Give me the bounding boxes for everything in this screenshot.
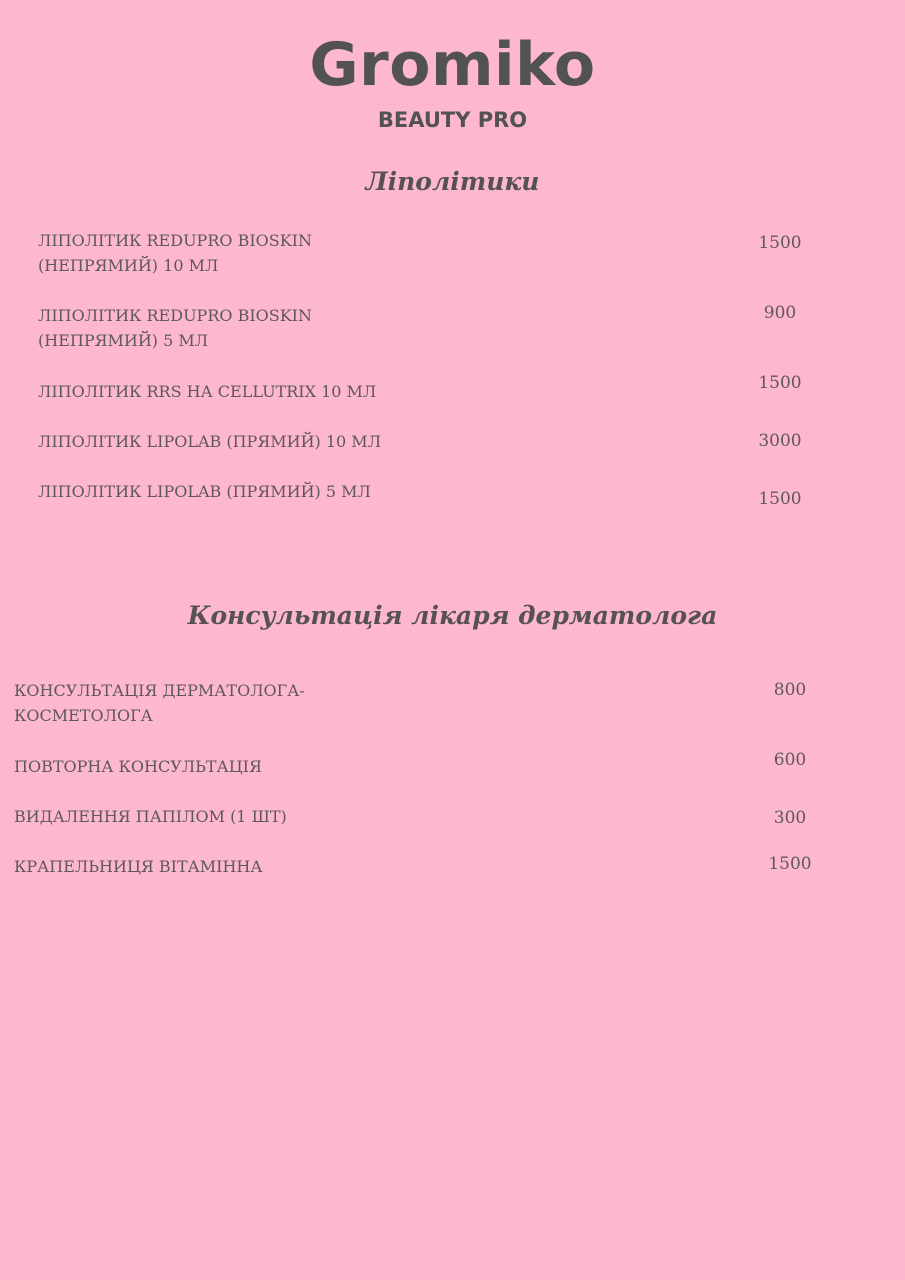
price-item-value: 600 <box>773 750 807 770</box>
brand-logo: Gromiko <box>309 30 596 100</box>
price-item-value: 900 <box>763 303 797 323</box>
price-item-value: 1500 <box>758 233 802 253</box>
price-item-name: ЛІПОЛІТИК REDUPRO BIOSKIN (НЕПРЯМИЙ) 5 МЛ <box>38 306 312 350</box>
price-item-name: ПОВТОРНА КОНСУЛЬТАЦІЯ <box>14 757 262 776</box>
price-item-name: КРАПЕЛЬНИЦЯ ВІТАМІННА <box>14 857 263 876</box>
price-item-value: 3000 <box>758 431 802 451</box>
price-item-value: 800 <box>773 680 807 700</box>
price-item-value: 300 <box>773 808 807 828</box>
price-item-value: 1500 <box>758 489 802 509</box>
brand-subtitle: BEAUTY PRO <box>377 108 528 132</box>
price-item-name: КОНСУЛЬТАЦІЯ ДЕРМАТОЛОГА- КОСМЕТОЛОГА <box>14 681 305 725</box>
section-title-dermatologist: Консультація лікаря дерматолога <box>187 601 718 630</box>
price-item-name: ЛІПОЛІТИК LIPOLAB (ПРЯМИЙ) 10 МЛ <box>38 432 382 451</box>
price-item-name: ВИДАЛЕННЯ ПАПІЛОМ (1 ШТ) <box>14 807 287 826</box>
price-item-value: 1500 <box>758 373 802 393</box>
price-item-value: 1500 <box>768 854 812 874</box>
section-title-lipolytics: Ліполітики <box>365 167 540 196</box>
price-item-name: ЛІПОЛІТИК RRS НА CELLUTRIX 10 МЛ <box>38 382 377 401</box>
price-item-name: ЛІПОЛІТИК REDUPRO BIOSKIN (НЕПРЯМИЙ) 10 МЛ <box>38 231 312 275</box>
price-item-name: ЛІПОЛІТИК LIPOLAB (ПРЯМИЙ) 5 МЛ <box>38 482 371 501</box>
